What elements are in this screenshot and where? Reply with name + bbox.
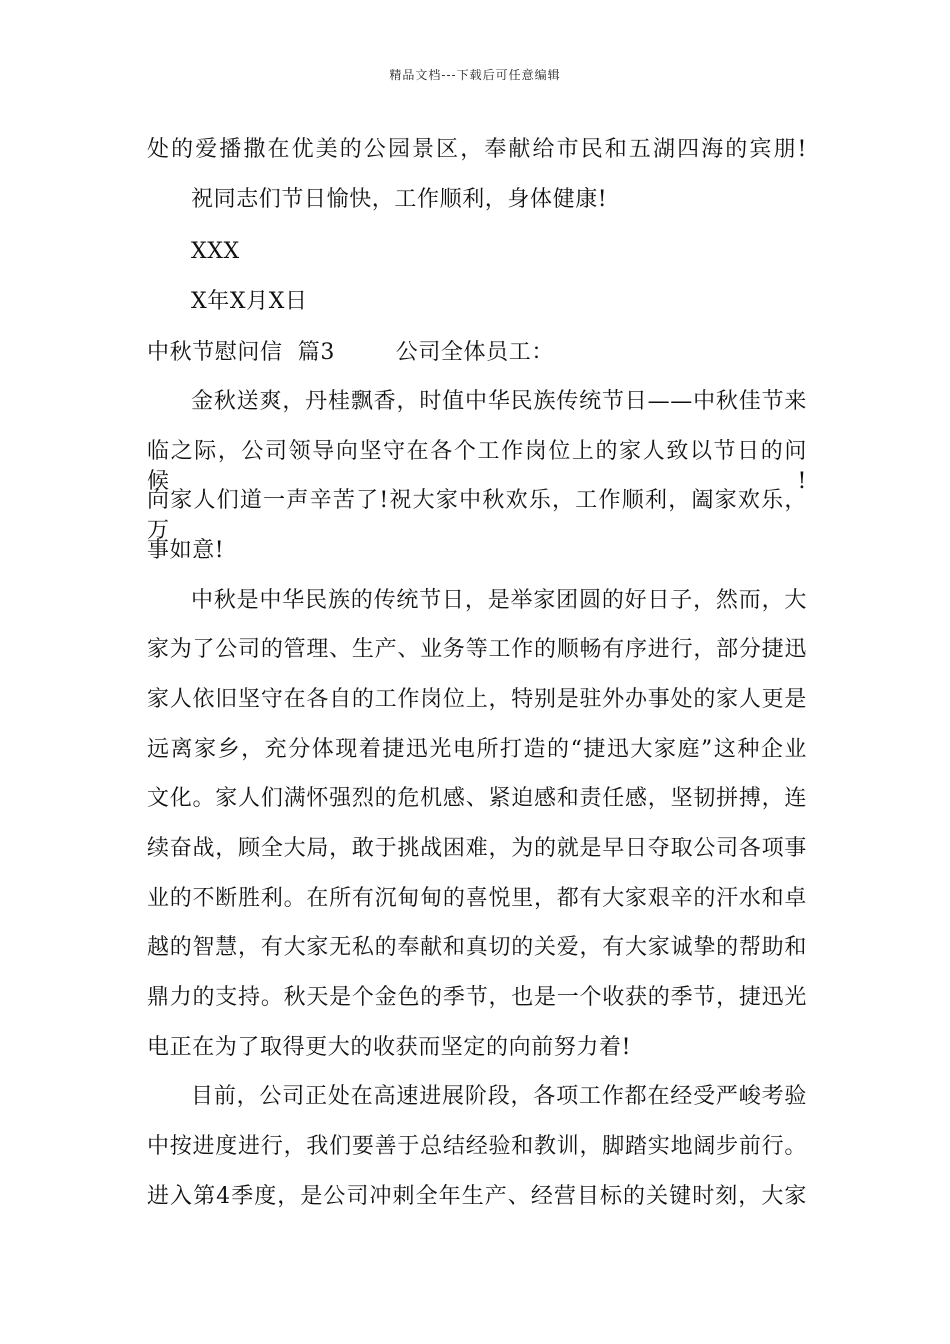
paragraph-line: 向家人们道一声辛苦了!祝大家中秋欢乐，工作顺利，阖家欢乐，万 — [147, 488, 807, 543]
paragraph-line: 文化。家人们满怀强烈的危机感、紧迫感和责任感，坚韧拼搏，连 — [147, 786, 807, 811]
section-title: 中秋节慰问信 篇3 公司全体员工： — [147, 340, 554, 365]
paragraph-line: 事如意! — [147, 538, 225, 563]
paragraph-line: 中秋是中华民族的传统节日，是举家团圆的好日子，然而，大 — [191, 588, 807, 613]
signature-date: X年X月X日 — [191, 289, 308, 314]
paragraph-line: 越的智慧，有大家无私的奉献和真切的关爱，有大家诚挚的帮助和 — [147, 935, 807, 960]
paragraph-line: 鼎力的支持。秋天是个金色的季节，也是一个收获的季节，捷迅光 — [147, 985, 807, 1010]
paragraph-line: 金秋送爽，丹桂飘香，时值中华民族传统节日——中秋佳节来 — [191, 389, 807, 414]
paragraph-line: 业的不断胜利。在所有沉甸甸的喜悦里，都有大家艰辛的汗水和卓 — [147, 886, 807, 911]
page-header: 精品文档---下载后可任意编辑 — [389, 68, 561, 82]
greeting-line: 祝同志们节日愉快，工作顺利，身体健康! — [191, 187, 608, 212]
paragraph-line: 中按进度进行，我们要善于总结经验和教训，脚踏实地阔步前行。 — [147, 1134, 807, 1159]
paragraph-line: 电正在为了取得更大的收获而坚定的向前努力着! — [147, 1035, 632, 1060]
signature-name: XXX — [191, 239, 240, 264]
paragraph-line: 目前，公司正处在高速进展阶段，各项工作都在经受严峻考验 — [191, 1084, 807, 1109]
paragraph-line: 进入第4季度，是公司冲刺全年生产、经营目标的关键时刻，大家 — [147, 1184, 807, 1209]
paragraph-line: 远离家乡，充分体现着捷迅光电所打造的“捷迅大家庭”这种企业 — [147, 737, 807, 762]
paragraph-line: 家为了公司的管理、生产、业务等工作的顺畅有序进行，部分捷迅 — [147, 637, 807, 662]
paragraph-line: 处的爱播撒在优美的公园景区，奉献给市民和五湖四海的宾朋! — [147, 137, 807, 162]
paragraph-line: 家人依旧坚守在各自的工作岗位上，特别是驻外办事处的家人更是 — [147, 687, 807, 712]
paragraph-line: 临之际，公司领导向坚守在各个工作岗位上的家人致以节日的问候! — [147, 439, 807, 494]
paragraph-line: 续奋战，顾全大局，敢于挑战困难，为的就是早日夺取公司各项事 — [147, 836, 807, 861]
